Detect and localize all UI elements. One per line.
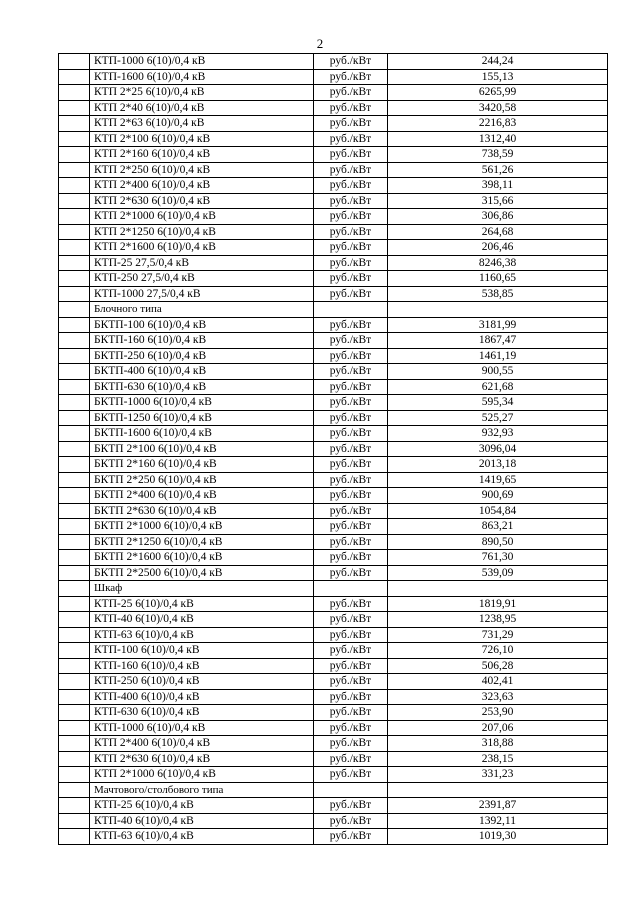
table-row	[59, 813, 608, 829]
index-cell	[59, 426, 90, 442]
rate-value-cell: 3096,04	[388, 441, 608, 457]
item-name-cell: Блочного типа	[90, 302, 314, 318]
item-name-cell: КТП-63 6(10)/0,4 кВ	[90, 627, 314, 643]
item-name-cell: КТП 2*1000 6(10)/0,4 кВ	[90, 767, 314, 783]
item-name-cell: КТП-100 6(10)/0,4 кВ	[90, 643, 314, 659]
rate-value-cell: 1819,91	[388, 596, 608, 612]
index-cell	[59, 782, 90, 798]
rate-value-cell: 932,93	[388, 426, 608, 442]
item-name-cell: КТП 2*630 6(10)/0,4 кВ	[90, 193, 314, 209]
unit-cell: руб./кВт	[314, 658, 388, 674]
index-cell	[59, 333, 90, 349]
rate-value-cell: 2216,83	[388, 116, 608, 132]
unit-cell: руб./кВт	[314, 209, 388, 225]
rate-value-cell: 402,41	[388, 674, 608, 690]
rate-value-cell: 900,55	[388, 364, 608, 380]
item-name-cell: КТП-25 6(10)/0,4 кВ	[90, 596, 314, 612]
rate-value-cell	[388, 302, 608, 318]
index-cell	[59, 503, 90, 519]
table-row	[59, 751, 608, 767]
item-name-cell: Мачтового/столбового типа	[90, 782, 314, 798]
item-name-cell: КТП 2*630 6(10)/0,4 кВ	[90, 751, 314, 767]
index-cell	[59, 829, 90, 845]
unit-cell: руб./кВт	[314, 736, 388, 752]
rate-value-cell: 863,21	[388, 519, 608, 535]
index-cell	[59, 271, 90, 287]
unit-cell: руб./кВт	[314, 720, 388, 736]
index-cell	[59, 147, 90, 163]
item-name-cell: БКТП-630 6(10)/0,4 кВ	[90, 379, 314, 395]
item-name-cell: БКТП 2*250 6(10)/0,4 кВ	[90, 472, 314, 488]
rate-value-cell: 900,69	[388, 488, 608, 504]
table-row	[59, 426, 608, 442]
rate-value-cell: 1238,95	[388, 612, 608, 628]
table-row	[59, 317, 608, 333]
unit-cell	[314, 581, 388, 597]
table-row	[59, 286, 608, 302]
index-cell	[59, 736, 90, 752]
index-cell	[59, 286, 90, 302]
item-name-cell: КТП-630 6(10)/0,4 кВ	[90, 705, 314, 721]
rate-value-cell: 621,68	[388, 379, 608, 395]
unit-cell: руб./кВт	[314, 689, 388, 705]
rate-value-cell: 318,88	[388, 736, 608, 752]
item-name-cell: КТП 2*40 6(10)/0,4 кВ	[90, 100, 314, 116]
unit-cell: руб./кВт	[314, 224, 388, 240]
rate-value-cell: 331,23	[388, 767, 608, 783]
index-cell	[59, 596, 90, 612]
table-row	[59, 162, 608, 178]
index-cell	[59, 534, 90, 550]
item-name-cell: КТП-1600 6(10)/0,4 кВ	[90, 69, 314, 85]
unit-cell: руб./кВт	[314, 705, 388, 721]
unit-cell: руб./кВт	[314, 550, 388, 566]
index-cell	[59, 116, 90, 132]
unit-cell: руб./кВт	[314, 85, 388, 101]
index-cell	[59, 689, 90, 705]
unit-cell: руб./кВт	[314, 379, 388, 395]
item-name-cell: КТП 2*160 6(10)/0,4 кВ	[90, 147, 314, 163]
section-header-row	[59, 302, 608, 318]
table-row	[59, 767, 608, 783]
index-cell	[59, 131, 90, 147]
index-cell	[59, 410, 90, 426]
rate-value-cell: 306,86	[388, 209, 608, 225]
rate-value-cell: 738,59	[388, 147, 608, 163]
unit-cell: руб./кВт	[314, 798, 388, 814]
tariff-table	[58, 53, 608, 845]
rate-value-cell: 595,34	[388, 395, 608, 411]
unit-cell: руб./кВт	[314, 829, 388, 845]
table-row	[59, 333, 608, 349]
table-row	[59, 689, 608, 705]
item-name-cell: КТП-160 6(10)/0,4 кВ	[90, 658, 314, 674]
unit-cell: руб./кВт	[314, 596, 388, 612]
unit-cell: руб./кВт	[314, 54, 388, 70]
index-cell	[59, 317, 90, 333]
table-row	[59, 534, 608, 550]
table-row	[59, 147, 608, 163]
item-name-cell: БКТП-160 6(10)/0,4 кВ	[90, 333, 314, 349]
table-row	[59, 131, 608, 147]
unit-cell: руб./кВт	[314, 348, 388, 364]
index-cell	[59, 751, 90, 767]
item-name-cell: Шкаф	[90, 581, 314, 597]
index-cell	[59, 472, 90, 488]
unit-cell	[314, 302, 388, 318]
unit-cell: руб./кВт	[314, 286, 388, 302]
rate-value-cell: 539,09	[388, 565, 608, 581]
index-cell	[59, 643, 90, 659]
table-row	[59, 829, 608, 845]
table-row	[59, 488, 608, 504]
index-cell	[59, 100, 90, 116]
tariff-table-body	[59, 54, 608, 845]
item-name-cell: КТП 2*25 6(10)/0,4 кВ	[90, 85, 314, 101]
unit-cell: руб./кВт	[314, 364, 388, 380]
item-name-cell: КТП-250 6(10)/0,4 кВ	[90, 674, 314, 690]
unit-cell: руб./кВт	[314, 131, 388, 147]
index-cell	[59, 364, 90, 380]
item-name-cell: КТП-40 6(10)/0,4 кВ	[90, 813, 314, 829]
rate-value-cell: 890,50	[388, 534, 608, 550]
item-name-cell: КТП 2*100 6(10)/0,4 кВ	[90, 131, 314, 147]
unit-cell: руб./кВт	[314, 813, 388, 829]
table-row	[59, 596, 608, 612]
unit-cell: руб./кВт	[314, 503, 388, 519]
item-name-cell: КТП 2*400 6(10)/0,4 кВ	[90, 736, 314, 752]
table-row	[59, 565, 608, 581]
rate-value-cell: 1312,40	[388, 131, 608, 147]
page-number: 2	[316, 36, 324, 51]
index-cell	[59, 674, 90, 690]
index-cell	[59, 240, 90, 256]
item-name-cell: БКТП-1000 6(10)/0,4 кВ	[90, 395, 314, 411]
unit-cell: руб./кВт	[314, 69, 388, 85]
index-cell	[59, 209, 90, 225]
rate-value-cell: 238,15	[388, 751, 608, 767]
index-cell	[59, 162, 90, 178]
index-cell	[59, 302, 90, 318]
rate-value-cell	[388, 782, 608, 798]
index-cell	[59, 627, 90, 643]
item-name-cell: БКТП 2*160 6(10)/0,4 кВ	[90, 457, 314, 473]
rate-value-cell: 323,63	[388, 689, 608, 705]
table-row	[59, 503, 608, 519]
unit-cell: руб./кВт	[314, 162, 388, 178]
index-cell	[59, 767, 90, 783]
rate-value-cell: 561,26	[388, 162, 608, 178]
rate-value-cell: 1392,11	[388, 813, 608, 829]
index-cell	[59, 224, 90, 240]
unit-cell: руб./кВт	[314, 674, 388, 690]
table-row	[59, 519, 608, 535]
item-name-cell: БКТП-1600 6(10)/0,4 кВ	[90, 426, 314, 442]
rate-value-cell: 538,85	[388, 286, 608, 302]
item-name-cell: КТП 2*1250 6(10)/0,4 кВ	[90, 224, 314, 240]
table-row	[59, 643, 608, 659]
index-cell	[59, 519, 90, 535]
rate-value-cell	[388, 581, 608, 597]
item-name-cell: БКТП 2*1250 6(10)/0,4 кВ	[90, 534, 314, 550]
unit-cell: руб./кВт	[314, 426, 388, 442]
unit-cell: руб./кВт	[314, 441, 388, 457]
section-header-row	[59, 782, 608, 798]
table-row	[59, 271, 608, 287]
item-name-cell: БКТП-250 6(10)/0,4 кВ	[90, 348, 314, 364]
table-row	[59, 798, 608, 814]
rate-value-cell: 315,66	[388, 193, 608, 209]
rate-value-cell: 1419,65	[388, 472, 608, 488]
unit-cell: руб./кВт	[314, 488, 388, 504]
table-row	[59, 85, 608, 101]
index-cell	[59, 178, 90, 194]
unit-cell: руб./кВт	[314, 643, 388, 659]
rate-value-cell: 1054,84	[388, 503, 608, 519]
rate-value-cell: 1867,47	[388, 333, 608, 349]
table-row	[59, 100, 608, 116]
unit-cell: руб./кВт	[314, 612, 388, 628]
unit-cell: руб./кВт	[314, 317, 388, 333]
rate-value-cell: 398,11	[388, 178, 608, 194]
table-row	[59, 674, 608, 690]
table-row	[59, 193, 608, 209]
table-row	[59, 472, 608, 488]
table-row	[59, 457, 608, 473]
section-header-row	[59, 581, 608, 597]
rate-value-cell: 6265,99	[388, 85, 608, 101]
rate-value-cell: 506,28	[388, 658, 608, 674]
item-name-cell: КТП-1000 27,5/0,4 кВ	[90, 286, 314, 302]
unit-cell: руб./кВт	[314, 410, 388, 426]
item-name-cell: КТП 2*1600 6(10)/0,4 кВ	[90, 240, 314, 256]
item-name-cell: КТП 2*63 6(10)/0,4 кВ	[90, 116, 314, 132]
rate-value-cell: 207,06	[388, 720, 608, 736]
rate-value-cell: 1461,19	[388, 348, 608, 364]
index-cell	[59, 658, 90, 674]
unit-cell: руб./кВт	[314, 178, 388, 194]
table-row	[59, 736, 608, 752]
rate-value-cell: 1019,30	[388, 829, 608, 845]
index-cell	[59, 813, 90, 829]
item-name-cell: БКТП 2*400 6(10)/0,4 кВ	[90, 488, 314, 504]
rate-value-cell: 2013,18	[388, 457, 608, 473]
unit-cell: руб./кВт	[314, 147, 388, 163]
index-cell	[59, 348, 90, 364]
table-row	[59, 364, 608, 380]
table-row	[59, 116, 608, 132]
rate-value-cell: 761,30	[388, 550, 608, 566]
index-cell	[59, 720, 90, 736]
table-row	[59, 348, 608, 364]
table-row	[59, 69, 608, 85]
item-name-cell: БКТП 2*630 6(10)/0,4 кВ	[90, 503, 314, 519]
table-row	[59, 178, 608, 194]
item-name-cell: КТП-1000 6(10)/0,4 кВ	[90, 54, 314, 70]
table-row	[59, 224, 608, 240]
index-cell	[59, 193, 90, 209]
index-cell	[59, 488, 90, 504]
rate-value-cell: 731,29	[388, 627, 608, 643]
rate-value-cell: 206,46	[388, 240, 608, 256]
index-cell	[59, 54, 90, 70]
unit-cell: руб./кВт	[314, 627, 388, 643]
unit-cell: руб./кВт	[314, 457, 388, 473]
table-row	[59, 379, 608, 395]
index-cell	[59, 379, 90, 395]
table-row	[59, 720, 608, 736]
item-name-cell: БКТП 2*100 6(10)/0,4 кВ	[90, 441, 314, 457]
item-name-cell: КТП-400 6(10)/0,4 кВ	[90, 689, 314, 705]
rate-value-cell: 264,68	[388, 224, 608, 240]
index-cell	[59, 612, 90, 628]
table-row	[59, 410, 608, 426]
index-cell	[59, 395, 90, 411]
index-cell	[59, 85, 90, 101]
index-cell	[59, 441, 90, 457]
rate-value-cell: 525,27	[388, 410, 608, 426]
index-cell	[59, 705, 90, 721]
item-name-cell: КТП-63 6(10)/0,4 кВ	[90, 829, 314, 845]
rate-value-cell: 1160,65	[388, 271, 608, 287]
unit-cell: руб./кВт	[314, 751, 388, 767]
unit-cell: руб./кВт	[314, 472, 388, 488]
unit-cell: руб./кВт	[314, 519, 388, 535]
index-cell	[59, 457, 90, 473]
table-row	[59, 612, 608, 628]
index-cell	[59, 550, 90, 566]
unit-cell: руб./кВт	[314, 395, 388, 411]
index-cell	[59, 798, 90, 814]
unit-cell: руб./кВт	[314, 271, 388, 287]
item-name-cell: БКТП 2*1000 6(10)/0,4 кВ	[90, 519, 314, 535]
index-cell	[59, 255, 90, 271]
unit-cell: руб./кВт	[314, 193, 388, 209]
index-cell	[59, 69, 90, 85]
unit-cell: руб./кВт	[314, 565, 388, 581]
item-name-cell: КТП-25 6(10)/0,4 кВ	[90, 798, 314, 814]
rate-value-cell: 253,90	[388, 705, 608, 721]
unit-cell: руб./кВт	[314, 767, 388, 783]
unit-cell: руб./кВт	[314, 240, 388, 256]
rate-value-cell: 155,13	[388, 69, 608, 85]
table-row	[59, 627, 608, 643]
item-name-cell: БКТП 2*2500 6(10)/0,4 кВ	[90, 565, 314, 581]
table-row	[59, 550, 608, 566]
rate-value-cell: 3420,58	[388, 100, 608, 116]
item-name-cell: КТП-40 6(10)/0,4 кВ	[90, 612, 314, 628]
table-row	[59, 441, 608, 457]
item-name-cell: КТП 2*400 6(10)/0,4 кВ	[90, 178, 314, 194]
table-row	[59, 395, 608, 411]
item-name-cell: БКТП-400 6(10)/0,4 кВ	[90, 364, 314, 380]
rate-value-cell: 244,24	[388, 54, 608, 70]
item-name-cell: КТП 2*1000 6(10)/0,4 кВ	[90, 209, 314, 225]
item-name-cell: КТП 2*250 6(10)/0,4 кВ	[90, 162, 314, 178]
item-name-cell: БКТП-1250 6(10)/0,4 кВ	[90, 410, 314, 426]
table-row	[59, 705, 608, 721]
rate-value-cell: 8246,38	[388, 255, 608, 271]
unit-cell: руб./кВт	[314, 100, 388, 116]
rate-value-cell: 726,10	[388, 643, 608, 659]
unit-cell: руб./кВт	[314, 255, 388, 271]
rate-value-cell: 3181,99	[388, 317, 608, 333]
unit-cell: руб./кВт	[314, 534, 388, 550]
unit-cell: руб./кВт	[314, 116, 388, 132]
item-name-cell: БКТП-100 6(10)/0,4 кВ	[90, 317, 314, 333]
table-row	[59, 658, 608, 674]
item-name-cell: КТП-25 27,5/0,4 кВ	[90, 255, 314, 271]
table-row	[59, 209, 608, 225]
table-row	[59, 54, 608, 70]
item-name-cell: КТП-250 27,5/0,4 кВ	[90, 271, 314, 287]
item-name-cell: КТП-1000 6(10)/0,4 кВ	[90, 720, 314, 736]
table-row	[59, 255, 608, 271]
unit-cell	[314, 782, 388, 798]
item-name-cell: БКТП 2*1600 6(10)/0,4 кВ	[90, 550, 314, 566]
index-cell	[59, 581, 90, 597]
index-cell	[59, 565, 90, 581]
rate-value-cell: 2391,87	[388, 798, 608, 814]
table-row	[59, 240, 608, 256]
unit-cell: руб./кВт	[314, 333, 388, 349]
